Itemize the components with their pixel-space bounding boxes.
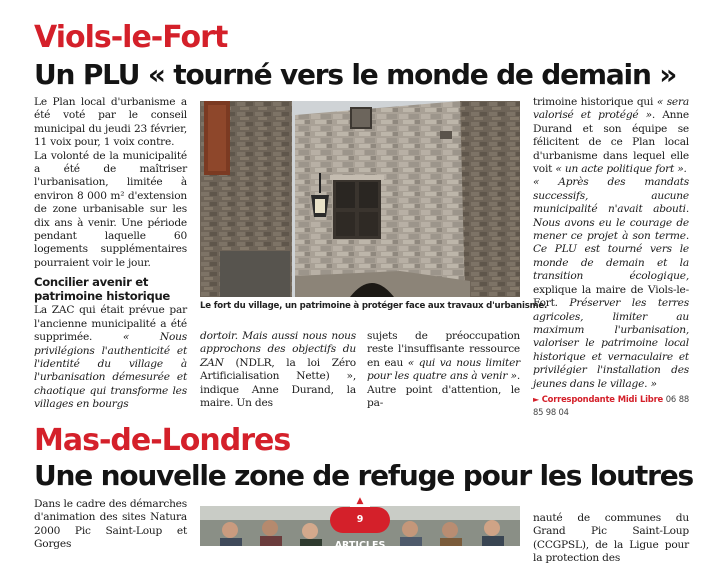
article-column-1: [34, 96, 187, 411]
article2-column-4: [533, 512, 689, 565]
triangle-icon: ►: [533, 394, 539, 404]
paragraph: trimoine historique qui « sera valorisé et protégé ». Anne Durand et son équipe se félicitent de ce Plan local d'urbanisme dans lequel elle voit « un acte politique fort ».: [533, 96, 689, 176]
credit-phone: 06 88 85 98 04: [533, 393, 690, 418]
paragraph: La ZAC qui était prévue par l'ancienne municipalité a été supprimée. « Nous privilégions l'authenticité et l'identité du village à l'urbanisation démesurée et chaotique qui transforme les villages en bourgs: [34, 304, 187, 411]
paragraph: nauté de communes du Grand Pic Saint-Loup (CCGPSL), de la Ligue pour la protection des: [533, 512, 689, 565]
chevron-up-icon[interactable]: ▲: [350, 494, 370, 507]
subheading: Concilier avenir et patrimoine historique: [34, 275, 170, 303]
paragraph: La volonté de la municipalité a été de maîtriser l'urbanisation, limitée à environ 8 000 m² d'extension de zone urbanisable sur les dix ans à venir. Une période pendant laquelle 60 logements supplémentaires pourraient voir le jour.: [34, 149, 187, 269]
article-headline: Un PLU « tourné vers le monde de demain »: [34, 58, 677, 91]
fort-photo-illustration: [200, 101, 520, 297]
paragraph: dortoir. Mais aussi nous nous approchons des objectifs du ZAN (NDLR, la loi Zéro Artificialisation Nette) », indique Anne Durand, la maire. Un des: [200, 330, 356, 410]
author-credit: ► Correspondante Midi Libre 06 88 85 98 04: [533, 393, 690, 418]
article-kicker: Viols-le-Fort: [34, 20, 228, 55]
paragraph: Le Plan local d'urbanisme a été voté par le conseil municipal du jeudi 23 février, 11 voix pour, 1 voix contre.: [34, 96, 187, 149]
paragraph: sujets de préoccupation reste l'insuffisante ressource en eau « qui va nous limiter pour les quatre ans à venir ». Autre point d'attention, le pa-: [367, 330, 520, 410]
article-column-2: [200, 330, 356, 410]
article-column-4: [533, 96, 690, 418]
photo-caption: Le fort du village, un patrimoine à protéger face aux travaux d'urbanisme.: [200, 301, 548, 311]
article-photo: [200, 101, 520, 297]
articles-count-button[interactable]: 9 ARTICLES: [330, 507, 390, 533]
article2-kicker: Mas-de-Londres: [34, 423, 291, 458]
article2-column-1: [34, 498, 187, 551]
article-column-3: [367, 330, 520, 410]
paragraph: « Après des mandats successifs, aucune municipalité n'avait abouti. Nous avons eu le courage de mener ce projet à son terme. Ce PLU est tourné vers le monde de demain et la transition écologique, explique la maire de Viols-le-Fort. Préserver les terres agricoles, limiter au maximum l'urbanisation, valoriser le patrimoine local historique et vernaculaire et privilégier l'installation des jeunes dans le village. »: [533, 176, 689, 390]
article2-headline: Une nouvelle zone de refuge pour les loutres: [34, 459, 693, 492]
paragraph: Dans le cadre des démarches d'animation des sites Natura 2000 Pic Saint-Loup et Gorges: [34, 498, 187, 551]
